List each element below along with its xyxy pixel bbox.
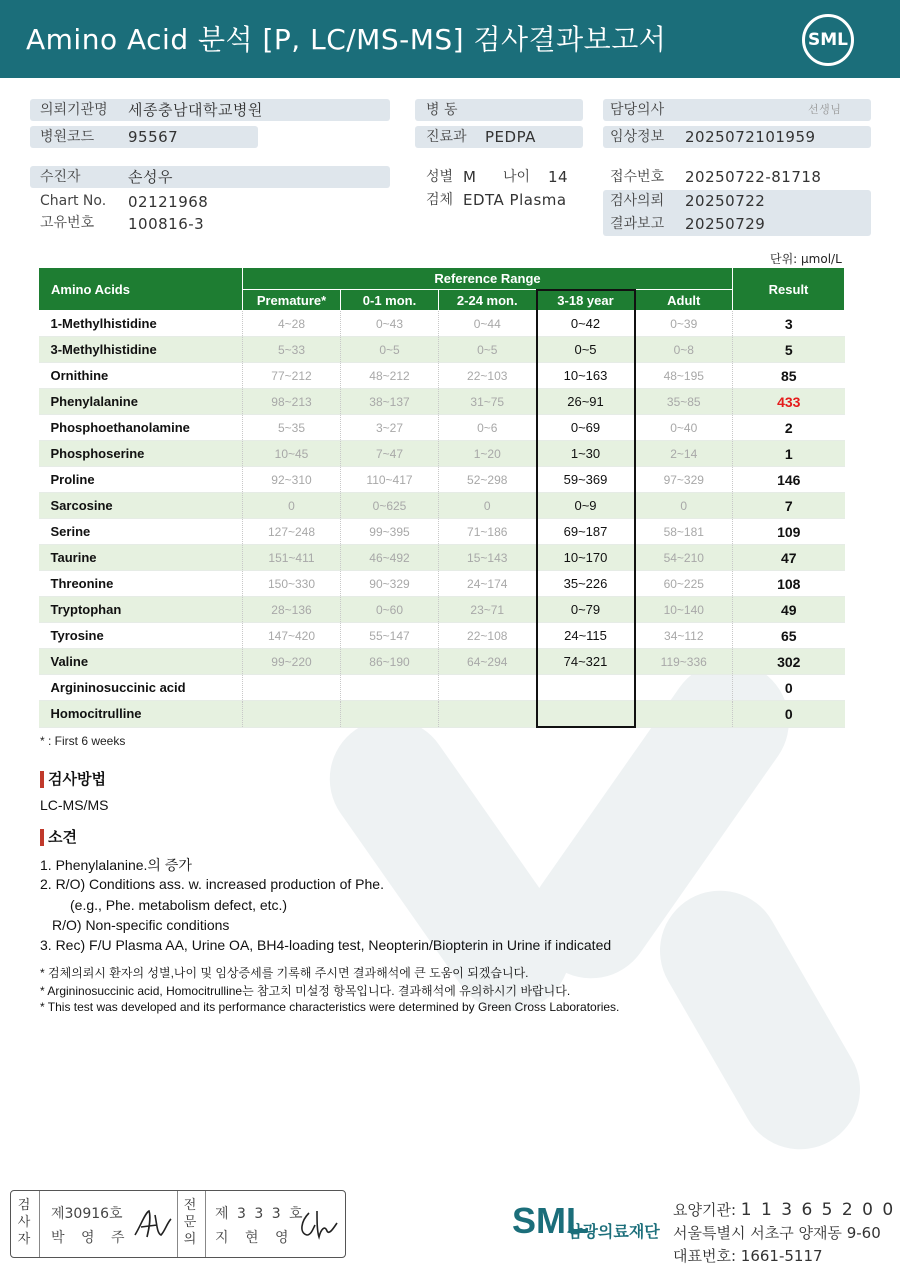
report-title: Amino Acid 분석 [P, LC/MS-MS] 검사결과보고서 — [26, 23, 667, 56]
findings-title: 소견 — [40, 829, 77, 846]
table-row — [39, 311, 845, 337]
reference-range-cell: 69~187 — [537, 519, 635, 545]
specialist-label: 전문의 — [183, 1198, 197, 1247]
reference-range-cell: 48~212 — [341, 363, 439, 389]
amino-acid-name: Tryptophan — [39, 597, 243, 623]
result-cell: 85 — [733, 363, 845, 389]
reference-range-cell: 99~220 — [243, 649, 341, 675]
reference-range-cell: 5~35 — [243, 415, 341, 441]
reference-range-cell — [635, 701, 733, 728]
reference-range-cell: 24~115 — [537, 623, 635, 649]
method-text: LC-MS/MS — [40, 797, 109, 813]
reference-range-cell: 0~39 — [635, 311, 733, 337]
reference-range-cell: 151~411 — [243, 545, 341, 571]
chart-no: 02121968 — [128, 193, 209, 211]
amino-acid-name: Sarcosine — [39, 493, 243, 519]
amino-acid-name: 1-Methylhistidine — [39, 311, 243, 337]
reference-range-cell: 23~71 — [439, 597, 537, 623]
reference-range-cell: 74~321 — [537, 649, 635, 675]
clinical-info-label: 임상정보 — [610, 129, 665, 145]
header-result: Result — [733, 268, 845, 311]
amino-acid-name: Threonine — [39, 571, 243, 597]
header-3-18-year: 3-18 year — [537, 290, 635, 311]
reference-range-cell: 54~210 — [635, 545, 733, 571]
reference-range-cell: 22~103 — [439, 363, 537, 389]
result-cell: 0 — [733, 675, 845, 701]
reference-range-cell: 4~28 — [243, 311, 341, 337]
reference-range-cell: 0~6 — [439, 415, 537, 441]
reference-range-cell: 46~492 — [341, 545, 439, 571]
table-row — [39, 519, 845, 545]
reference-range-cell: 0~5 — [341, 337, 439, 363]
finding-line-4: R/O) Non-specific conditions — [52, 917, 230, 933]
amino-acid-name: Tyrosine — [39, 623, 243, 649]
reference-range-cell: 71~186 — [439, 519, 537, 545]
table-row — [39, 597, 845, 623]
reference-range-cell: 2~14 — [635, 441, 733, 467]
reference-range-cell: 98~213 — [243, 389, 341, 415]
lab-phone-label: 대표번호: — [673, 1247, 737, 1265]
reference-range-cell: 1~30 — [537, 441, 635, 467]
sex: M — [463, 168, 477, 186]
hospital-code-label: 병원코드 — [40, 129, 95, 145]
result-cell: 146 — [733, 467, 845, 493]
result-cell: 3 — [733, 311, 845, 337]
lab-logo: SML — [512, 1200, 588, 1241]
inspector-number: 제30916호 — [51, 1206, 123, 1222]
result-report-label: 결과보고 — [610, 216, 665, 232]
reference-range-cell: 110~417 — [341, 467, 439, 493]
result-report-date: 20250729 — [685, 215, 766, 233]
header-reference-range: Reference Range — [243, 268, 733, 290]
result-cell: 2 — [733, 415, 845, 441]
result-cell: 1 — [733, 441, 845, 467]
reference-range-cell: 3~27 — [341, 415, 439, 441]
lab-phone-line — [673, 1245, 823, 1266]
reference-range-cell: 0 — [439, 493, 537, 519]
specialist-signature — [295, 1205, 339, 1245]
lab-phone: 1661-5117 — [740, 1247, 823, 1265]
reference-range-cell — [243, 701, 341, 728]
reference-range-cell: 119~336 — [635, 649, 733, 675]
note-1: * 검체의뢰시 환자의 성별,나이 및 임상증세를 기록해 주시면 결과해석에 큰 도움이 되겠습니다. — [40, 966, 529, 980]
age-label: 나이 — [503, 169, 531, 185]
result-cell: 0 — [733, 701, 845, 728]
reference-range-cell: 10~45 — [243, 441, 341, 467]
department-label: 진료과 — [426, 129, 467, 145]
amino-acid-rows — [39, 311, 845, 728]
amino-acid-name: Ornithine — [39, 363, 243, 389]
reference-range-cell: 150~330 — [243, 571, 341, 597]
table-row — [39, 675, 845, 701]
reference-range-cell: 48~195 — [635, 363, 733, 389]
reference-range-cell: 0 — [243, 493, 341, 519]
result-cell: 49 — [733, 597, 845, 623]
amino-acid-name: Phosphoserine — [39, 441, 243, 467]
unit-label: 단위: μmol/L — [770, 252, 842, 266]
header-premature: Premature* — [243, 290, 341, 311]
result-cell: 7 — [733, 493, 845, 519]
result-cell: 109 — [733, 519, 845, 545]
reference-range-cell: 10~140 — [635, 597, 733, 623]
lab-code-line — [673, 1199, 895, 1220]
reference-range-cell: 55~147 — [341, 623, 439, 649]
table-row — [39, 441, 845, 467]
reference-range-cell: 10~170 — [537, 545, 635, 571]
table-row — [39, 649, 845, 675]
reference-range-cell: 10~163 — [537, 363, 635, 389]
patient-label: 수진자 — [40, 169, 81, 185]
header-0-1-mon: 0-1 mon. — [341, 290, 439, 311]
lab-code: 1 1 3 6 5 2 0 0 — [740, 1200, 896, 1220]
requesting-institution-label: 의뢰기관명 — [40, 102, 108, 118]
reference-range-cell: 86~190 — [341, 649, 439, 675]
reference-range-cell — [537, 701, 635, 728]
reference-range-cell — [439, 701, 537, 728]
table-row — [39, 389, 845, 415]
header-2-24-mon: 2-24 mon. — [439, 290, 537, 311]
amino-acid-name: Phenylalanine — [39, 389, 243, 415]
reference-range-cell: 26~91 — [537, 389, 635, 415]
reference-range-cell: 5~33 — [243, 337, 341, 363]
reference-range-cell: 60~225 — [635, 571, 733, 597]
reference-range-cell — [537, 675, 635, 701]
reference-range-cell: 28~136 — [243, 597, 341, 623]
reference-range-cell: 0 — [635, 493, 733, 519]
amino-acid-name: Valine — [39, 649, 243, 675]
reference-range-cell: 0~8 — [635, 337, 733, 363]
unique-no-label: 고유번호 — [40, 215, 95, 231]
amino-acid-name: Proline — [39, 467, 243, 493]
reference-range-cell: 0~9 — [537, 493, 635, 519]
inspector-name: 박 영 주 — [51, 1230, 131, 1246]
specimen-label: 검체 — [426, 192, 454, 208]
reference-range-cell: 90~329 — [341, 571, 439, 597]
reference-range-cell: 147~420 — [243, 623, 341, 649]
amino-acid-name: Serine — [39, 519, 243, 545]
test-request-date: 20250722 — [685, 192, 766, 210]
reference-range-cell: 64~294 — [439, 649, 537, 675]
clinical-info: 2025072101959 — [685, 128, 816, 146]
finding-line-2: 2. R/O) Conditions ass. w. increased production of Phe. — [40, 876, 384, 892]
table-row — [39, 623, 845, 649]
reference-range-cell: 1~20 — [439, 441, 537, 467]
reference-range-cell: 52~298 — [439, 467, 537, 493]
report-header — [0, 0, 900, 78]
reference-range-cell: 0~625 — [341, 493, 439, 519]
reference-range-cell: 92~310 — [243, 467, 341, 493]
ward-label: 병 동 — [426, 102, 458, 118]
finding-line-3: (e.g., Phe. metabolism defect, etc.) — [70, 897, 288, 913]
table-row — [39, 363, 845, 389]
age: 14 — [548, 168, 569, 186]
reference-range-cell: 127~248 — [243, 519, 341, 545]
specimen: EDTA Plasma — [463, 191, 567, 209]
reference-range-cell — [341, 701, 439, 728]
amino-acid-name: Taurine — [39, 545, 243, 571]
chart-no-label: Chart No. — [40, 193, 107, 209]
reference-range-cell: 0~79 — [537, 597, 635, 623]
sex-label: 성별 — [426, 169, 454, 185]
header-amino-acids: Amino Acids — [39, 268, 243, 311]
specialist-number: 제 3 3 3 호 — [215, 1206, 305, 1222]
reference-range-cell — [635, 675, 733, 701]
amino-acid-name: Phosphoethanolamine — [39, 415, 243, 441]
unique-no: 100816-3 — [128, 215, 205, 233]
reference-range-cell: 34~112 — [635, 623, 733, 649]
signature-box — [10, 1190, 346, 1258]
specialist-name: 지 현 영 — [215, 1230, 295, 1246]
result-cell: 47 — [733, 545, 845, 571]
receipt-no: 20250722-81718 — [685, 168, 822, 186]
amino-acid-name: Argininosuccinic acid — [39, 675, 243, 701]
reference-range-cell: 0~69 — [537, 415, 635, 441]
reference-range-cell: 0~60 — [341, 597, 439, 623]
reference-range-cell: 35~85 — [635, 389, 733, 415]
inspector-signature — [131, 1205, 175, 1245]
result-cell: 5 — [733, 337, 845, 363]
reference-range-cell: 99~395 — [341, 519, 439, 545]
table-row — [39, 701, 845, 728]
reference-range-cell: 31~75 — [439, 389, 537, 415]
inspector-label: 검사자 — [17, 1198, 31, 1247]
result-cell: 108 — [733, 571, 845, 597]
table-row — [39, 493, 845, 519]
amino-acid-name: Homocitrulline — [39, 701, 243, 728]
reference-range-cell: 15~143 — [439, 545, 537, 571]
physician-label: 담당의사 — [610, 102, 665, 118]
method-title: 검사방법 — [40, 771, 106, 788]
reference-range-cell: 35~226 — [537, 571, 635, 597]
reference-range-cell: 0~43 — [341, 311, 439, 337]
amino-acid-name: 3-Methylhistidine — [39, 337, 243, 363]
physician: 선생님 — [808, 103, 842, 116]
reference-range-cell: 0~40 — [635, 415, 733, 441]
reference-range-cell: 22~108 — [439, 623, 537, 649]
result-cell: 65 — [733, 623, 845, 649]
reference-range-cell: 0~42 — [537, 311, 635, 337]
patient-name: 손성우 — [128, 168, 173, 186]
reference-range-cell — [341, 675, 439, 701]
reference-range-cell: 24~174 — [439, 571, 537, 597]
sml-logo: SML — [802, 14, 854, 66]
result-cell: 302 — [733, 649, 845, 675]
hospital-code: 95567 — [128, 128, 179, 146]
reference-range-cell: 0~44 — [439, 311, 537, 337]
table-row — [39, 337, 845, 363]
requesting-institution: 세종충남대학교병원 — [128, 101, 263, 119]
reference-range-cell: 58~181 — [635, 519, 733, 545]
lab-name: 삼광의료재단 — [567, 1222, 660, 1241]
finding-line-1: 1. Phenylalanine.의 증가 — [40, 857, 192, 873]
reference-range-cell: 38~137 — [341, 389, 439, 415]
header-adult: Adult — [635, 290, 733, 311]
reference-range-cell — [439, 675, 537, 701]
note-3: * This test was developed and its performance characteristics were determined by Green Cross Laboratories. — [40, 1000, 620, 1014]
result-cell: 433 — [733, 389, 845, 415]
reference-range-cell: 0~5 — [537, 337, 635, 363]
lab-code-label: 요양기관: — [673, 1201, 737, 1219]
lab-address: 서울특별시 서초구 양재동 9-60 — [673, 1224, 881, 1242]
reference-range-cell — [243, 675, 341, 701]
amino-acid-table — [38, 267, 845, 728]
table-row — [39, 545, 845, 571]
receipt-no-label: 접수번호 — [610, 169, 665, 185]
table-row — [39, 571, 845, 597]
reference-range-cell: 59~369 — [537, 467, 635, 493]
note-2: * Argininosuccinic acid, Homocitrulline는 참고치 미설정 항목입니다. 결과해석에 유의하시기 바랍니다. — [40, 984, 571, 998]
reference-range-cell: 0~5 — [439, 337, 537, 363]
department: PEDPA — [485, 128, 536, 146]
reference-range-cell: 7~47 — [341, 441, 439, 467]
table-row — [39, 467, 845, 493]
test-request-label: 검사의뢰 — [610, 193, 665, 209]
reference-range-cell: 97~329 — [635, 467, 733, 493]
table-row — [39, 415, 845, 441]
finding-line-5: 3. Rec) F/U Plasma AA, Urine OA, BH4-loading test, Neopterin/Biopterin in Urine if indicated — [40, 937, 612, 953]
footnote: * : First 6 weeks — [40, 734, 126, 748]
reference-range-cell: 77~212 — [243, 363, 341, 389]
